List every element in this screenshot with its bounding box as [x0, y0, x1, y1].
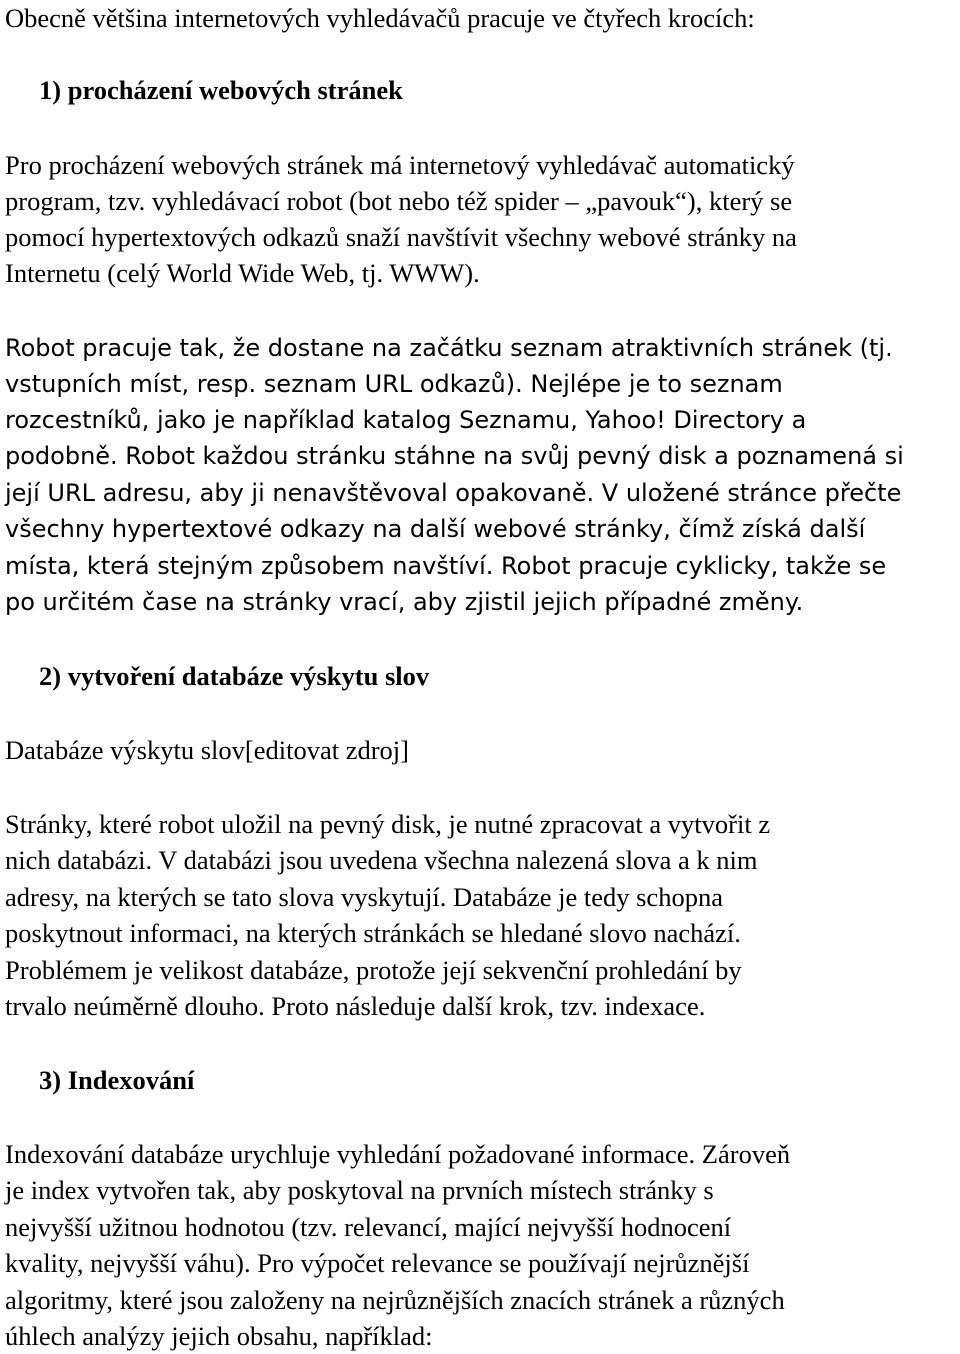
text-line: trvalo neúměrně dlouho. Proto následuje další krok, tzv. indexace.	[5, 991, 706, 1021]
section-2-subheading: Databáze výskytu slov[editovat zdroj]	[5, 735, 409, 765]
text-line: Robot pracuje tak, že dostane na začátku seznam atraktivních stránek (tj.	[5, 334, 893, 362]
text-line: poskytnout informaci, na kterých stránkách se hledané slovo nachází.	[5, 918, 741, 948]
text-line: Stránky, které robot uložil na pevný disk, je nutné zpracovat a vytvořit z	[5, 809, 771, 839]
text-line: vstupních míst, resp. seznam URL odkazů). Nejlépe je to seznam	[5, 370, 783, 398]
text-line: všechny hypertextové odkazy na další webové stránky, čímž získá další	[5, 515, 866, 543]
text-line: podobně. Robot každou stránku stáhne na svůj pevný disk a poznamená si	[5, 442, 904, 470]
text-line: místa, která stejným způsobem navštíví. Robot pracuje cyklicky, takže se	[5, 552, 887, 580]
section-1-heading: 1) procházení webových stránek	[39, 75, 403, 105]
text-line: úhlech analýzy jejich obsahu, například:	[5, 1321, 433, 1351]
text-line: pomocí hypertextových odkazů snaží navštívit všechny webové stránky na	[5, 222, 797, 252]
section-3-heading: 3) Indexování	[39, 1065, 195, 1095]
section-2-heading: 2) vytvoření databáze výskytu slov	[39, 661, 430, 691]
text-line: její URL adresu, aby ji nenavštěvoval opakovaně. V uložené stránce přečte	[5, 479, 902, 507]
text-line: nich databázi. V databázi jsou uvedena všechna nalezená slova a k nim	[5, 845, 758, 875]
text-line: po určitém čase na stránky vrací, aby zjistil jejich případné změny.	[5, 588, 804, 616]
intro-line: Obecně většina internetových vyhledávačů pracuje ve čtyřech krocích:	[5, 3, 755, 33]
text-line: je index vytvořen tak, aby poskytoval na prvních místech stránky s	[5, 1175, 714, 1205]
text-line: Problémem je velikost databáze, protože její sekvenční prohledání by	[5, 955, 742, 985]
text-line: adresy, na kterých se tato slova vyskytují. Databáze je tedy schopna	[5, 882, 723, 912]
text-line: nejvyšší užitnou hodnotou (tzv. relevancí, mající nejvyšší hodnocení	[5, 1212, 732, 1242]
text-line: program, tzv. vyhledávací robot (bot nebo též spider – „pavouk“), který se	[5, 186, 793, 216]
text-line: Pro procházení webových stránek má internetový vyhledávač automatický	[5, 150, 795, 180]
text-line: Internetu (celý World Wide Web, tj. WWW).	[5, 258, 480, 288]
text-line: kvality, nejvyšší váhu). Pro výpočet relevance se používají nejrůznější	[5, 1248, 750, 1278]
text-line: rozcestníků, jako je například katalog Seznamu, Yahoo! Directory a	[5, 406, 807, 434]
text-line: Indexování databáze urychluje vyhledání požadované informace. Zároveň	[5, 1139, 791, 1169]
text-line: algoritmy, které jsou založeny na nejrůznějších znacích stránek a různých	[5, 1285, 785, 1315]
